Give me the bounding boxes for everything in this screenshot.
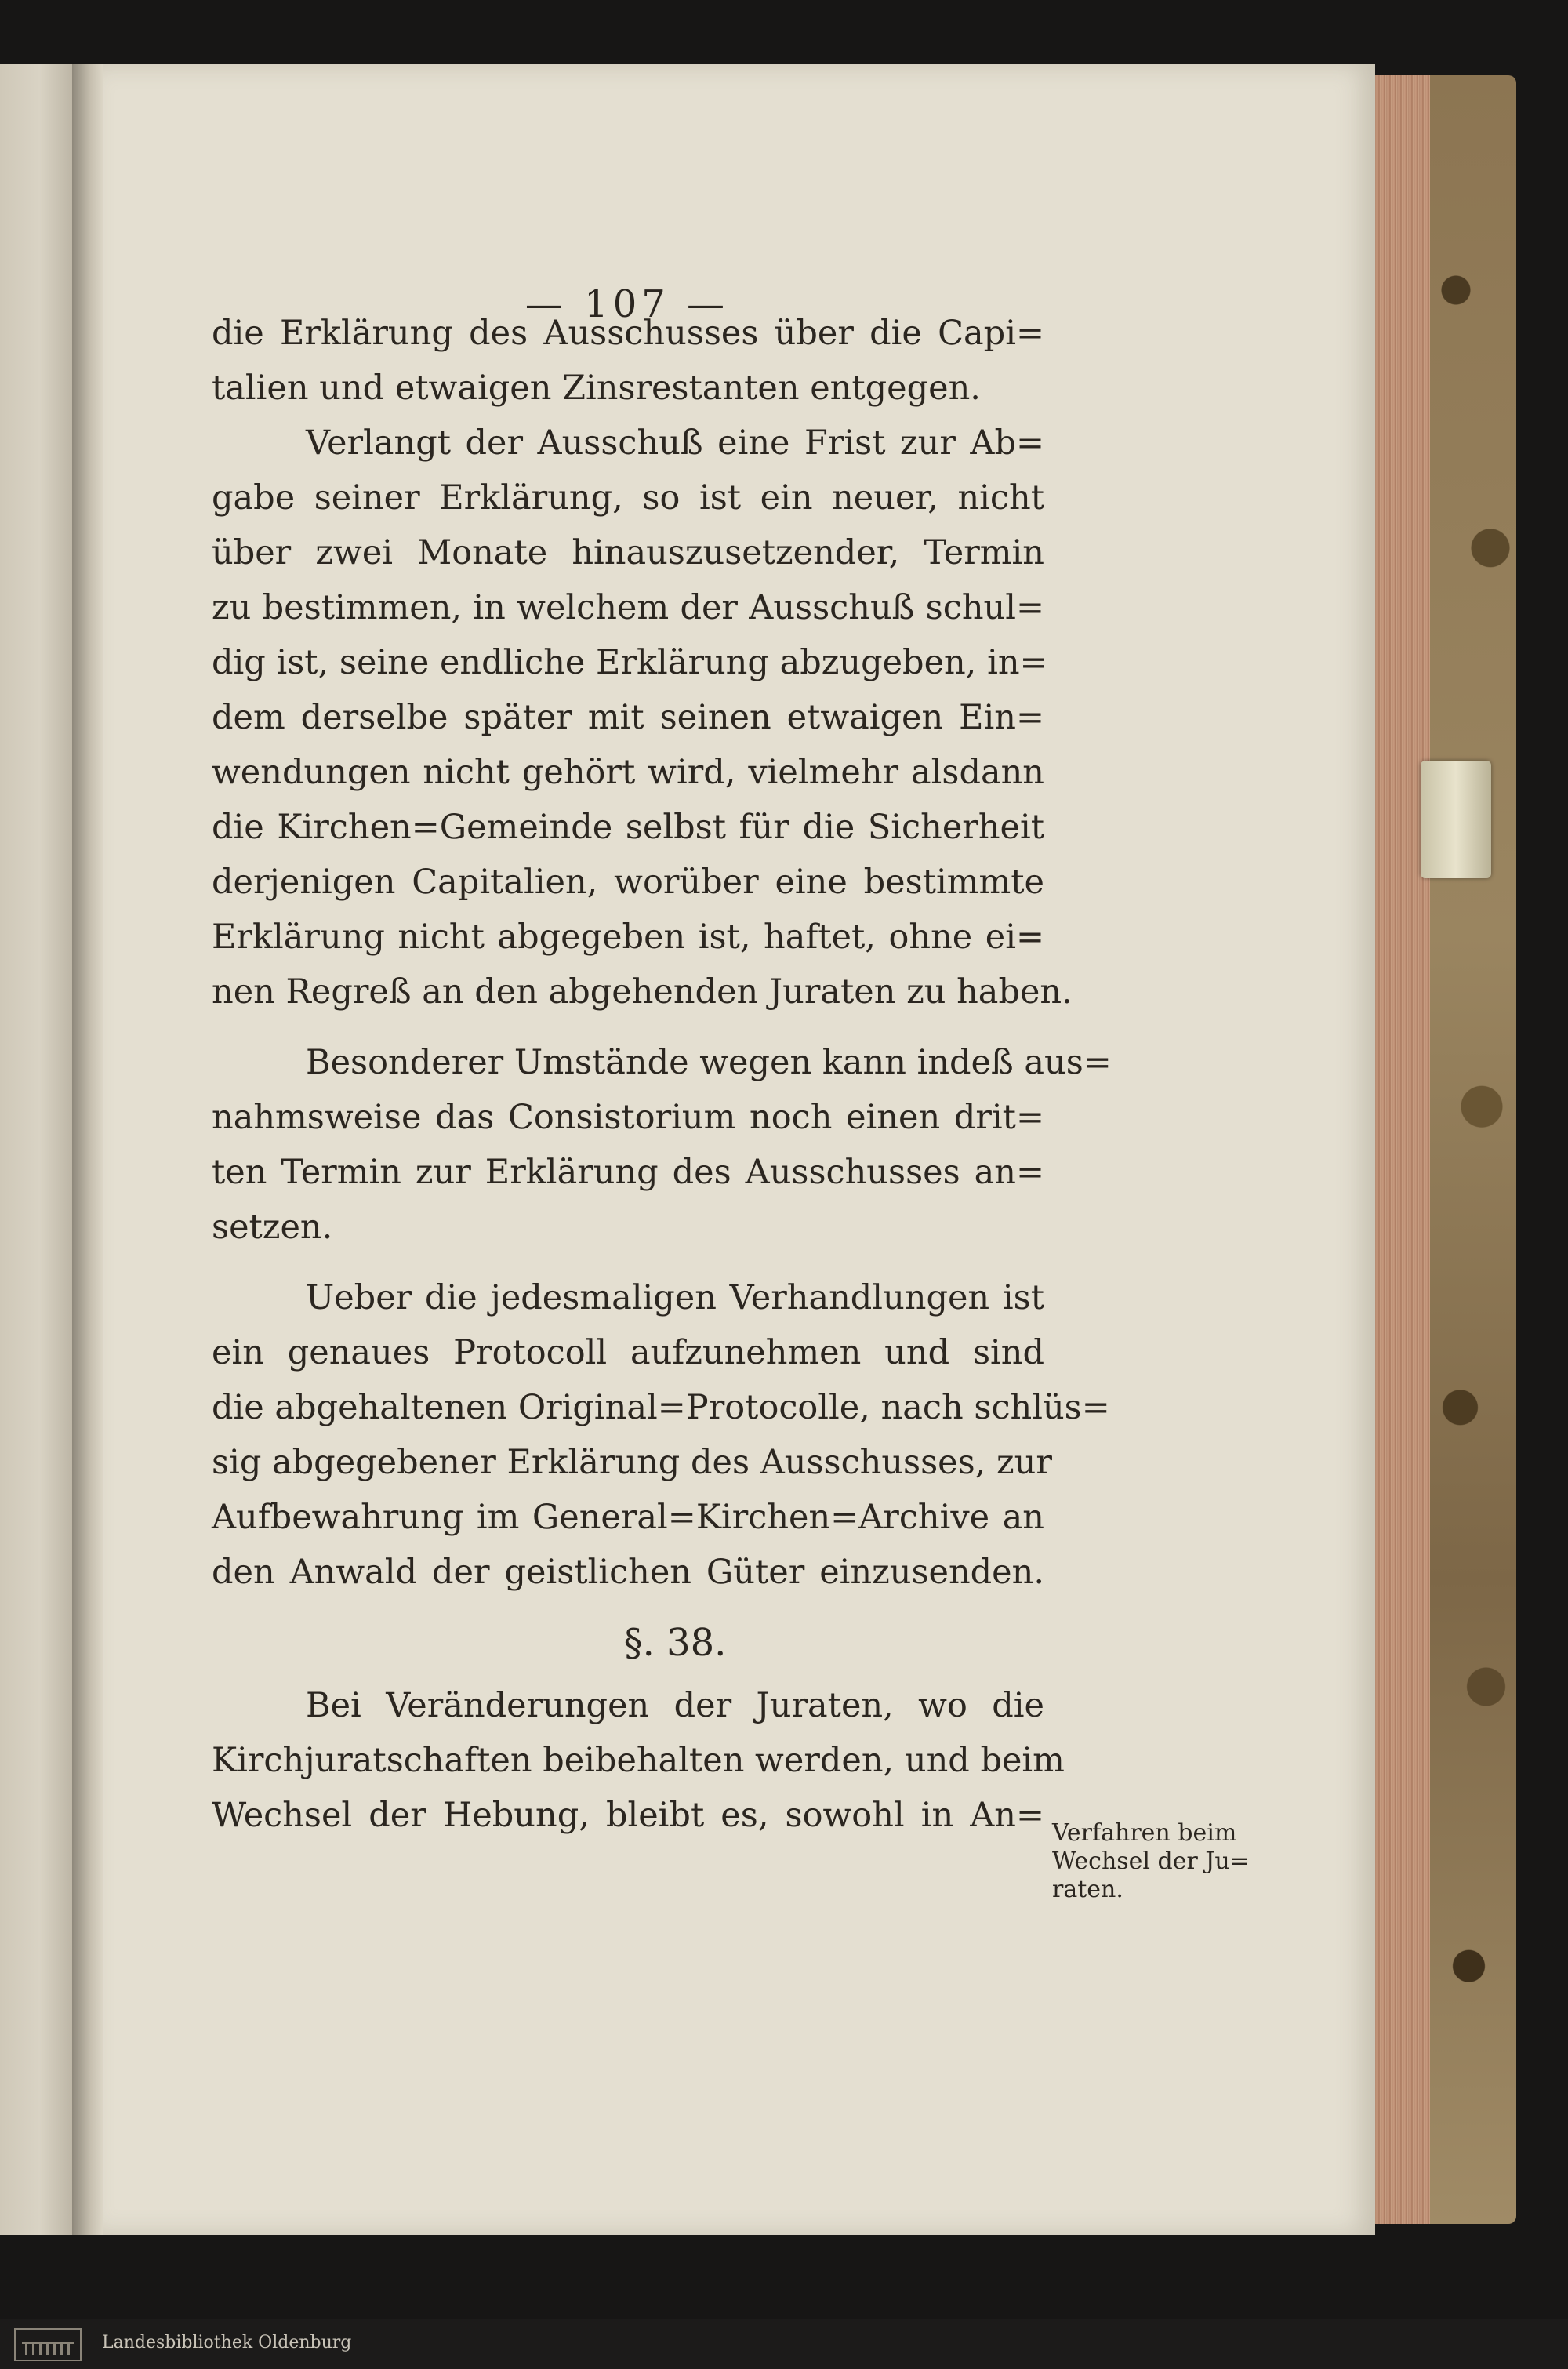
text-line: Ueber die jedesmaligen Verhandlungen ist <box>306 1278 1044 1317</box>
text-line: ten Termin zur Erklärung des Ausschusses an= <box>212 1153 1044 1192</box>
text-line: dem derselbe später mit seinen etwaigen Ein= <box>212 698 1044 737</box>
text-line: sig abgegebener Erklärung des Ausschusses, zur <box>212 1443 1052 1482</box>
text-line: dig ist, seine endliche Erklärung abzugeben, in= <box>212 643 1048 682</box>
text-line: Aufbewahrung im General=Kirchen=Archive an <box>212 1498 1044 1537</box>
text-line: Wechsel der Hebung, bleibt es, sowohl in An= <box>212 1796 1044 1835</box>
paragraph-4 <box>212 1270 1110 1600</box>
text-line: den Anwald der geistlichen Güter einzusenden. <box>212 1553 1044 1592</box>
text-line: Verlangt der Ausschuß eine Frist zur Ab= <box>306 423 1044 463</box>
text-line: derjenigen Capitalien, worüber eine bestimmte <box>212 863 1044 902</box>
paragraph-5 <box>212 1678 1065 1843</box>
paragraph-1 <box>212 306 1044 416</box>
text-line: zu bestimmen, in welchem der Ausschuß schul= <box>212 588 1044 627</box>
marbled-cover <box>1430 75 1516 2224</box>
text-line: nahmsweise das Consistorium noch einen drit= <box>212 1098 1044 1137</box>
text-line: die abgehaltenen Original=Protocolle, nach schlüs= <box>212 1388 1110 1427</box>
text-line: die Kirchen=Gemeinde selbst für die Sicherheit <box>212 808 1044 847</box>
body-text <box>212 274 1112 1843</box>
text-line: setzen. <box>212 1208 333 1247</box>
text-line: nen Regreß an den abgehenden Juraten zu haben. <box>212 972 1073 1012</box>
page-stack-edge <box>1375 75 1430 2224</box>
footer-institution: Landesbibliothek Oldenburg <box>102 2333 352 2353</box>
text-line: ein genaues Protocoll aufzunehmen und sind <box>212 1333 1044 1372</box>
margin-note-line: Wechsel der Ju= <box>1052 1848 1250 1875</box>
text-line: Erklärung nicht abgegeben ist, haftet, ohne ei= <box>212 917 1044 957</box>
text-line: talien und etwaigen Zinsrestanten entgegen. <box>212 369 981 408</box>
page-number-header: — 107 — <box>524 282 730 326</box>
paragraph-3 <box>212 1035 1112 1255</box>
paragraph-2 <box>212 416 1073 1019</box>
text-line: wendungen nicht gehört wird, vielmehr alsdann <box>212 753 1044 792</box>
text-line: Besonderer Umstände wegen kann indeß aus= <box>306 1043 1112 1082</box>
text-line: über zwei Monate hinauszusetzender, Termin <box>212 533 1044 572</box>
previous-page-edge <box>0 64 74 2235</box>
margin-note-line: Verfahren beim <box>1052 1819 1237 1847</box>
margin-note-line: raten. <box>1052 1876 1123 1903</box>
text-line: gabe seiner Erklärung, so ist ein neuer, nicht <box>212 478 1044 518</box>
text-line: die Erklärung des Ausschusses über die Capi= <box>212 314 1044 353</box>
library-building-icon <box>14 2328 82 2361</box>
book-gutter <box>72 64 103 2235</box>
book-clasp <box>1421 761 1491 878</box>
text-line: Kirchjuratschaften beibehalten werden, und beim <box>212 1741 1065 1780</box>
footer-bar <box>0 2319 1568 2369</box>
margin-note <box>1052 1819 1272 1904</box>
section-heading: §. 38. <box>623 1621 727 1665</box>
text-line: Bei Veränderungen der Juraten, wo die <box>306 1686 1044 1725</box>
